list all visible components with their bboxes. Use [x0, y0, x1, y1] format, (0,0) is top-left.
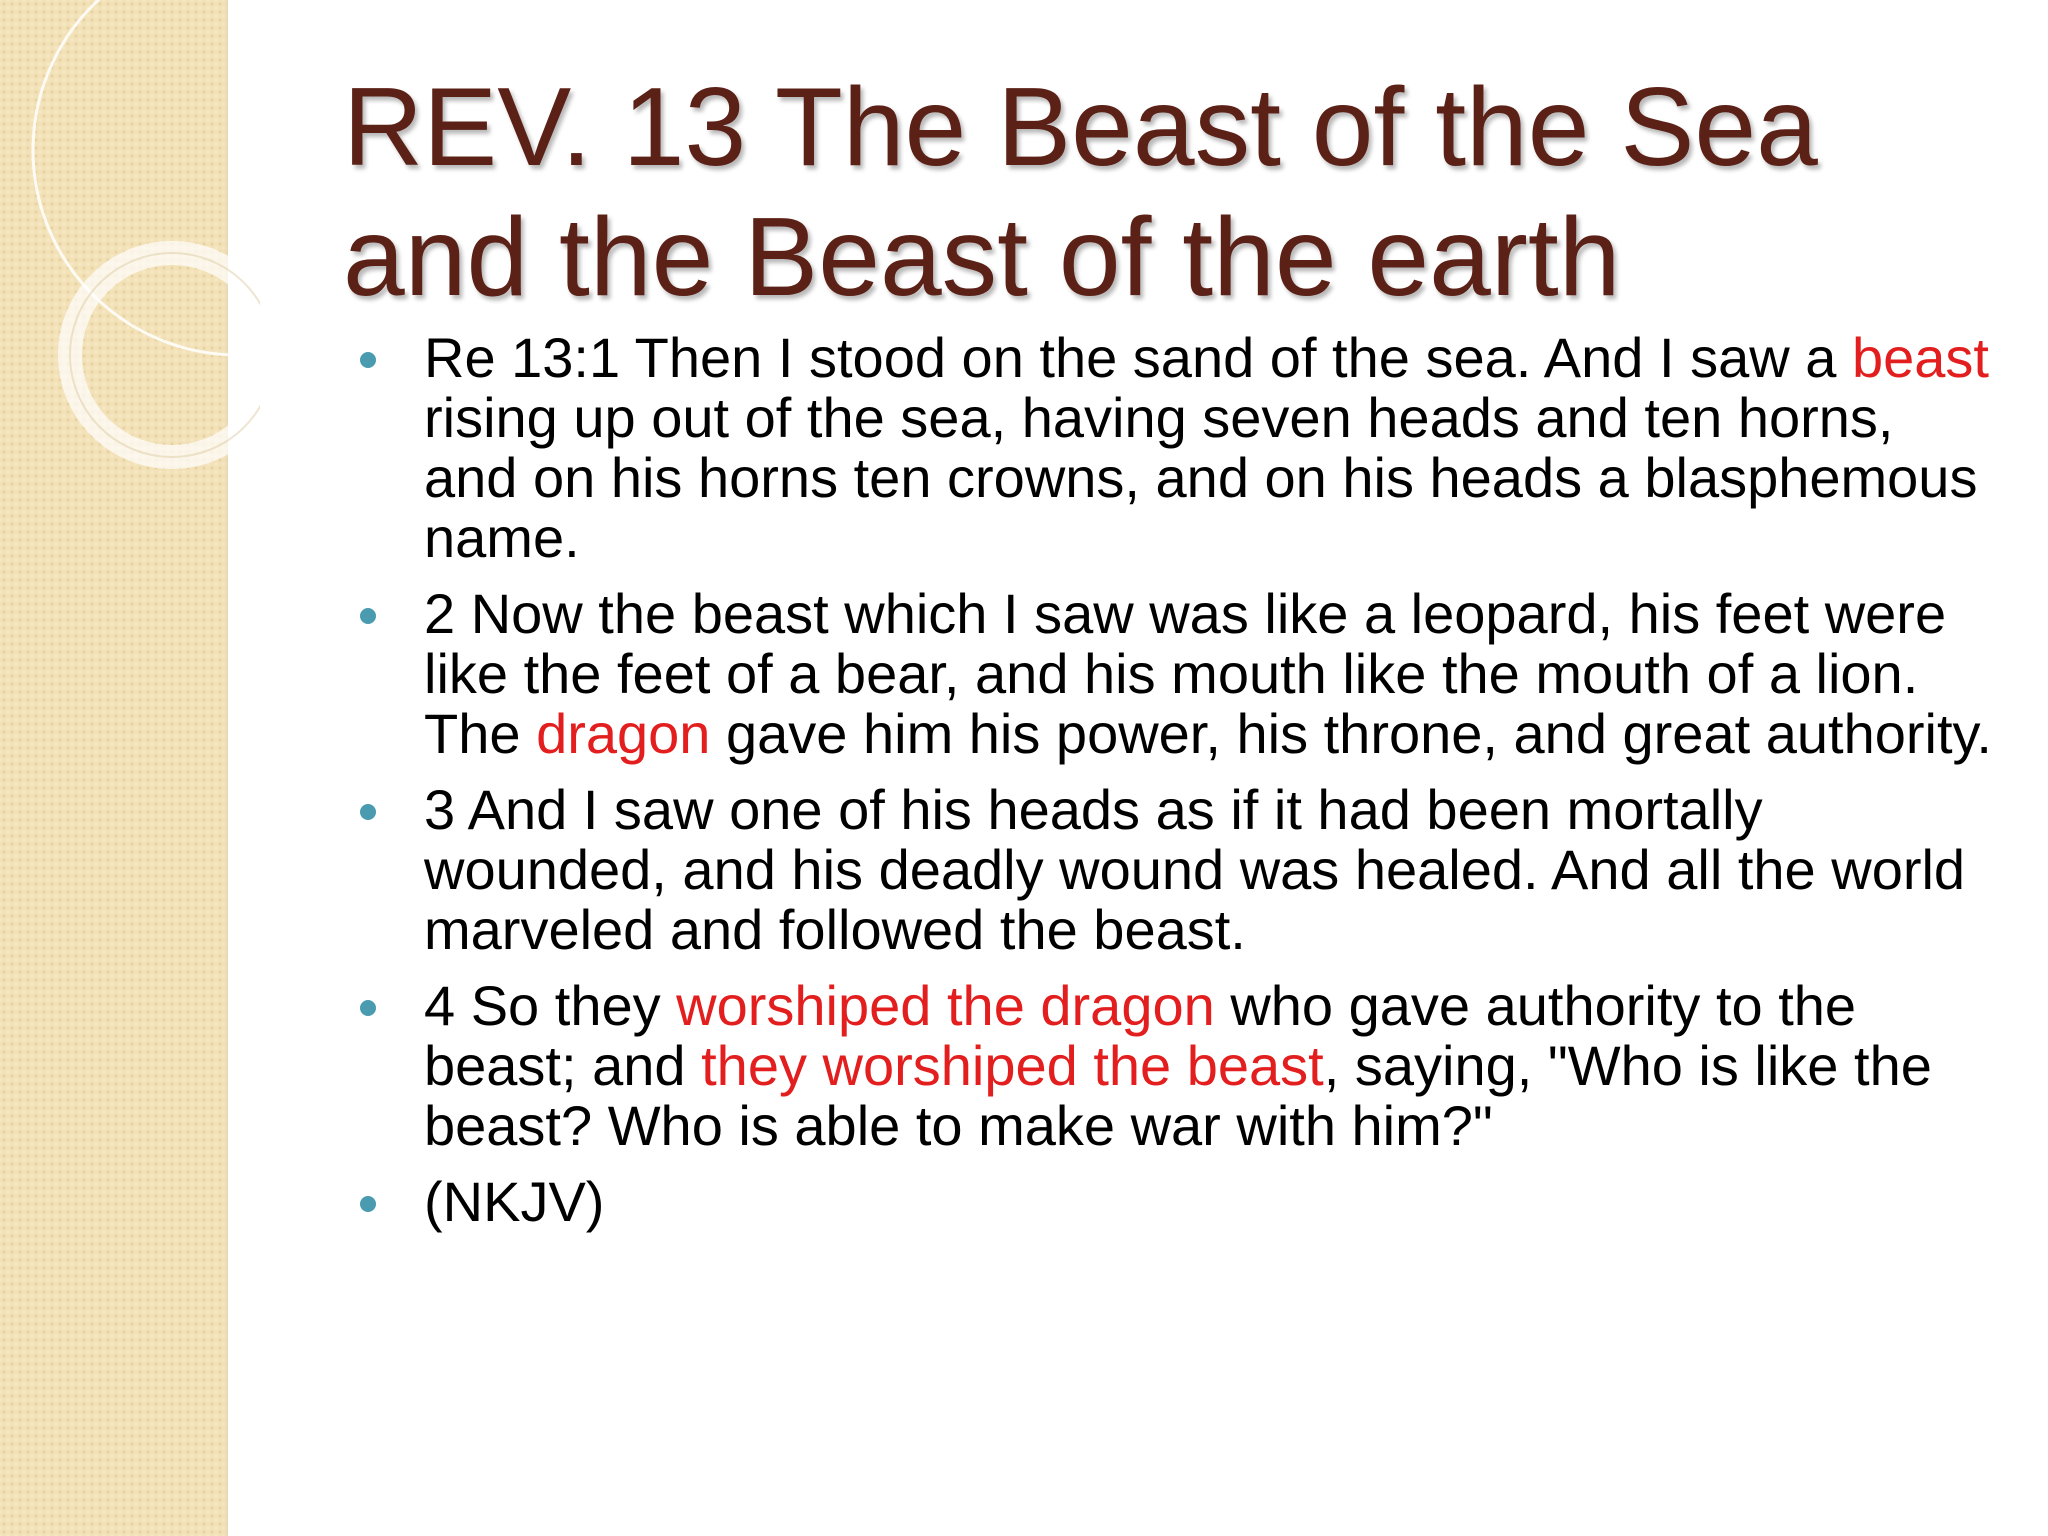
bullet-dot-icon [360, 608, 376, 624]
verse-text: 2 Now the beast which I saw was like a leopard, his feet were like the feet of a bear, and his mouth like the mouth of a lion. The [424, 582, 1947, 765]
verse-text: gave him his power, his throne, and great authority. [710, 702, 1992, 765]
scripture-bullet-list [352, 328, 1992, 1248]
verse-text: who gave authority to the beast; and [424, 974, 1857, 1097]
title-line-2: and the Beast of the earth [343, 195, 1621, 319]
source-text: (NKJV) [424, 1170, 605, 1233]
verse-text: , saying, "Who is like the beast? Who is able to make war with him?" [424, 1034, 1932, 1157]
bullet-verse-2 [352, 584, 1992, 764]
bullet-verse-1 [352, 328, 1992, 568]
bullet-verse-3 [352, 780, 1992, 960]
highlight-text: beast [1851, 326, 1989, 389]
slide-title [343, 62, 1993, 322]
bullet-dot-icon [360, 1196, 376, 1212]
bullet-dot-icon [360, 804, 376, 820]
verse-text: 3 And I saw one of his heads as if it had been mortally wounded, and his deadly wound was healed. And all the world marveled and followed the beast. [424, 778, 1966, 961]
bullet-verse-4 [352, 976, 1992, 1156]
bullet-dot-icon [360, 1000, 376, 1016]
bullet-dot-icon [360, 352, 376, 368]
verse-text: rising up out of the sea, having seven heads and ten horns, and on his horns ten crowns, and on his heads a blasphemous name. [424, 386, 1978, 569]
highlight-text: worshiped the dragon [676, 974, 1215, 1037]
verse-text: Re 13:1 Then I stood on the sand of the sea. And I saw a [424, 326, 1852, 389]
verse-text: 4 So they [424, 974, 677, 1037]
highlight-text: they worshiped the beast [701, 1034, 1324, 1097]
bullet-source [352, 1172, 1992, 1232]
decorative-rings-icon [0, 0, 260, 520]
highlight-text: dragon [536, 702, 711, 765]
title-line-1: REV. 13 The Beast of the Sea [343, 65, 1818, 189]
